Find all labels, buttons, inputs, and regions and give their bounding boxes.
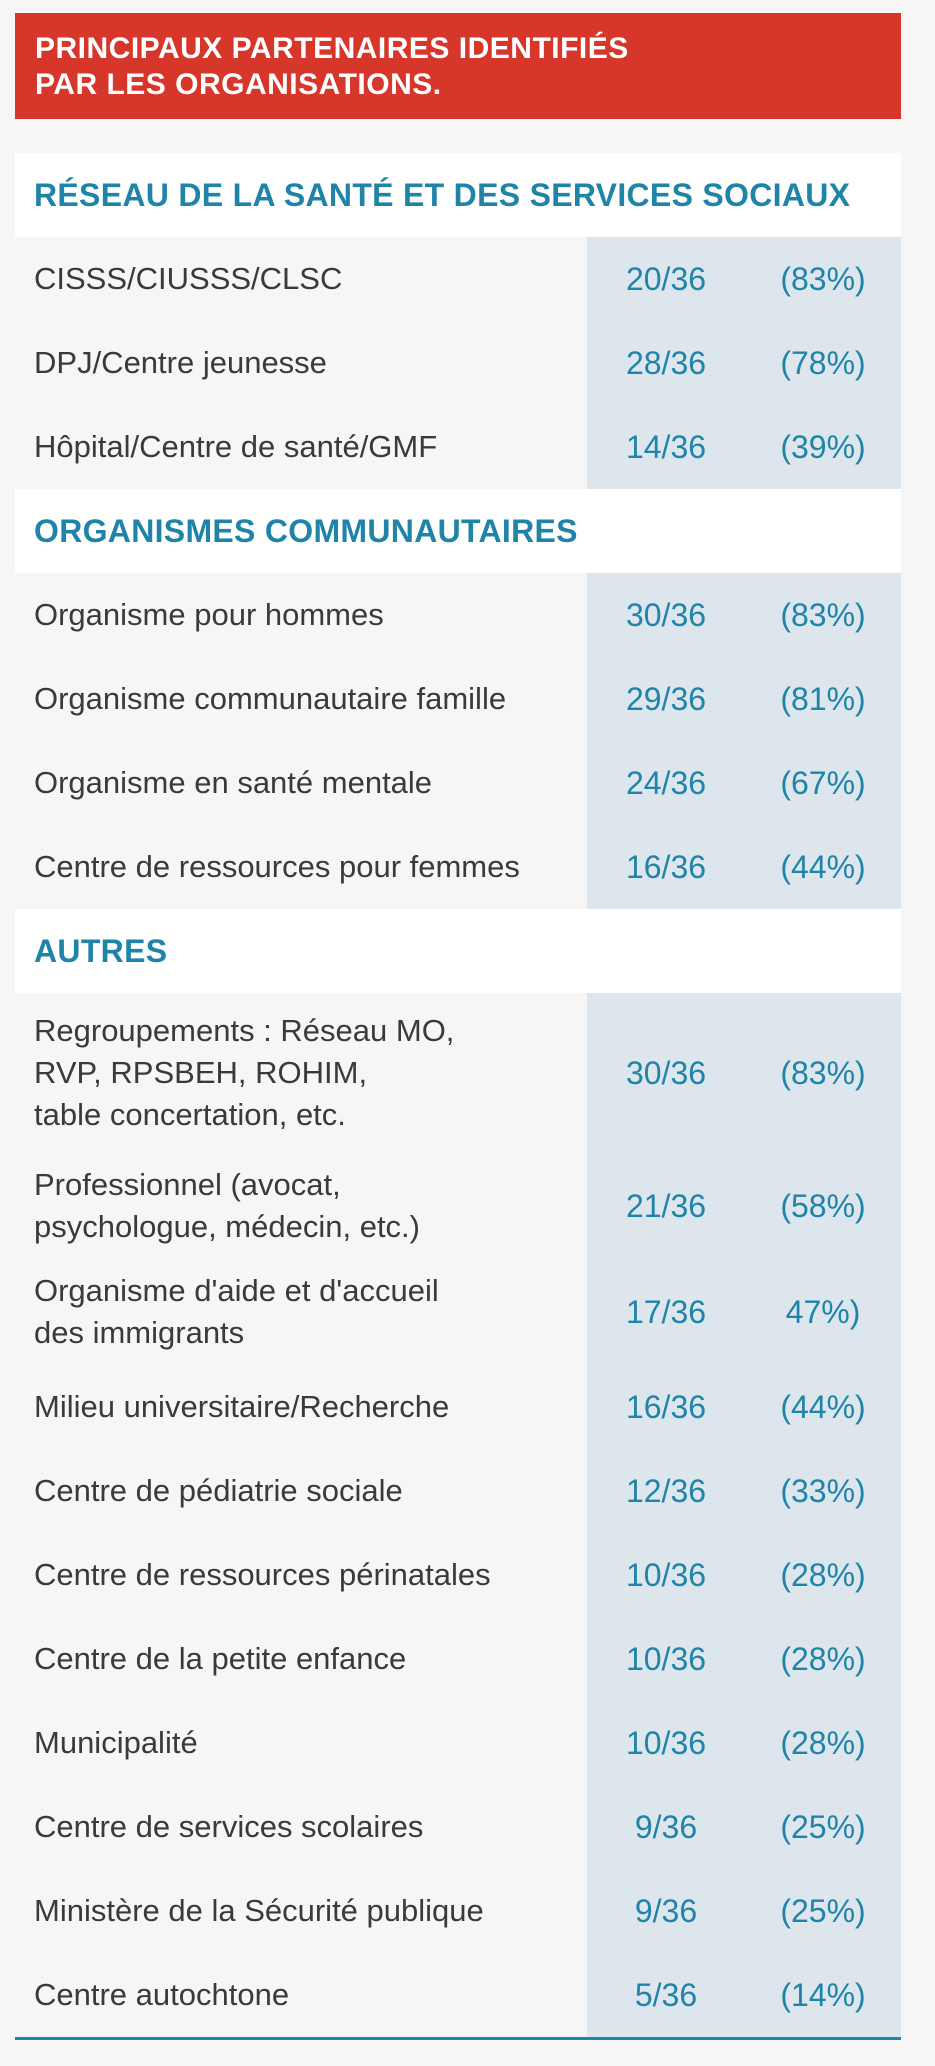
row-count: 14/36 (625, 428, 707, 465)
table-row (15, 237, 901, 321)
row-percent: (14%) (780, 1976, 866, 2013)
row-percent: (39%) (780, 428, 866, 465)
row-label: Regroupements : Réseau MO, RVP, RPSBEH, ROHIM, table concertation, etc. (34, 1013, 455, 1132)
row-label: Centre de ressources pour femmes (34, 849, 520, 884)
table-row (15, 741, 901, 825)
row-percent: (25%) (780, 1892, 866, 1929)
row-label: Organisme d'aide et d'accueil des immigrants (34, 1273, 439, 1350)
table-row (15, 1449, 901, 1533)
row-label: Municipalité (34, 1725, 198, 1760)
row-count: 9/36 (634, 1808, 698, 1845)
title-line: PRINCIPAUX PARTENAIRES IDENTIFIÉS (35, 32, 629, 65)
table-row (15, 657, 901, 741)
row-count: 5/36 (634, 1976, 698, 2013)
row-percent: (28%) (780, 1640, 866, 1677)
row-label: Organisme pour hommes (34, 597, 384, 632)
section-heading: RÉSEAU DE LA SANTÉ ET DES SERVICES SOCIAUX (15, 153, 901, 237)
table-row (15, 1259, 901, 1365)
row-percent: 47%) (785, 1293, 861, 1330)
row-label: Milieu universitaire/Recherche (34, 1389, 450, 1424)
row-label: Organisme communautaire famille (34, 681, 507, 716)
row-label: Centre de la petite enfance (34, 1641, 407, 1676)
table-row (15, 993, 901, 1153)
row-count: 16/36 (625, 1388, 707, 1425)
row-count: 21/36 (625, 1187, 707, 1224)
title-line: PAR LES ORGANISATIONS. (35, 68, 442, 101)
table-row (15, 1785, 901, 1869)
bottom-rule (15, 2037, 901, 2040)
row-count: 17/36 (625, 1293, 707, 1330)
row-count: 9/36 (634, 1892, 698, 1929)
section-heading: ORGANISMES COMMUNAUTAIRES (15, 489, 901, 573)
row-count: 24/36 (625, 764, 707, 801)
row-count: 16/36 (625, 848, 707, 885)
table-row (15, 321, 901, 405)
row-label: Centre de services scolaires (34, 1809, 424, 1844)
row-count: 30/36 (625, 596, 707, 633)
table-row (15, 1365, 901, 1449)
table-row (15, 573, 901, 657)
table-row (15, 825, 901, 909)
row-label: DPJ/Centre jeunesse (34, 345, 327, 380)
row-label: Centre de pédiatrie sociale (34, 1473, 403, 1508)
row-percent: (25%) (780, 1808, 866, 1845)
spacer (15, 119, 901, 153)
table-title (15, 13, 901, 119)
row-percent: (83%) (780, 1054, 866, 1091)
row-percent: (83%) (780, 596, 866, 633)
row-percent: (67%) (780, 764, 866, 801)
row-label: Centre autochtone (34, 1977, 290, 2012)
row-count: 29/36 (625, 680, 707, 717)
table-row (15, 1533, 901, 1617)
section-heading: AUTRES (15, 909, 901, 993)
table-row (15, 1153, 901, 1259)
table-row (15, 1617, 901, 1701)
row-label: Professionnel (avocat, psychologue, médecin, etc.) (34, 1167, 420, 1244)
row-percent: (78%) (780, 344, 866, 381)
row-percent: (28%) (780, 1556, 866, 1593)
row-percent: (58%) (780, 1187, 866, 1224)
row-label: Organisme en santé mentale (34, 765, 433, 800)
row-count: 10/36 (625, 1556, 707, 1593)
partners-table (15, 13, 901, 2040)
row-count: 30/36 (625, 1054, 707, 1091)
row-percent: (28%) (780, 1724, 866, 1761)
table-row (15, 1869, 901, 1953)
row-count: 12/36 (625, 1472, 707, 1509)
row-label: Hôpital/Centre de santé/GMF (34, 429, 438, 464)
row-count: 10/36 (625, 1724, 707, 1761)
row-label: Ministère de la Sécurité publique (34, 1893, 484, 1928)
row-percent: (44%) (780, 1388, 866, 1425)
row-percent: (81%) (780, 680, 866, 717)
row-percent: (33%) (780, 1472, 866, 1509)
table-row (15, 1701, 901, 1785)
row-label: Centre de ressources périnatales (34, 1557, 491, 1592)
row-percent: (44%) (780, 848, 866, 885)
table-row (15, 405, 901, 489)
row-label: CISSS/CIUSSS/CLSC (34, 261, 343, 296)
row-percent: (83%) (780, 260, 866, 297)
table-row (15, 1953, 901, 2037)
row-count: 28/36 (625, 344, 707, 381)
row-count: 10/36 (625, 1640, 707, 1677)
row-count: 20/36 (625, 260, 707, 297)
